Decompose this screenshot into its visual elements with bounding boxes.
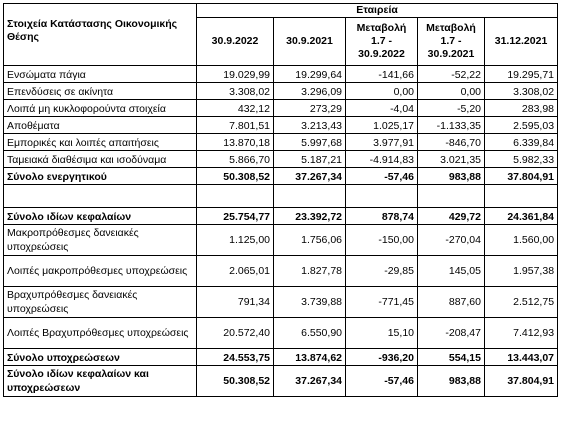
cell-value: 50.308,52: [197, 168, 274, 185]
cell-value: -5,20: [418, 100, 485, 117]
cell-value: 24.553,75: [197, 349, 274, 366]
cell-value: 3.308,02: [197, 83, 274, 100]
cell-value: 13.870,18: [197, 134, 274, 151]
cell-value: -208,47: [418, 318, 485, 349]
cell-value: 3.308,02: [485, 83, 558, 100]
total-row: [4, 168, 558, 185]
spacer-row: [4, 185, 558, 208]
row-label: Αποθέματα: [4, 117, 197, 134]
total-row: [4, 208, 558, 225]
table-row: [4, 256, 558, 287]
cell-value: 2.512,75: [485, 287, 558, 318]
cell-value: 283,98: [485, 100, 558, 117]
row-label: Επενδύσεις σε ακίνητα: [4, 83, 197, 100]
cell-value: -29,85: [346, 256, 418, 287]
cell-value: -1.133,35: [418, 117, 485, 134]
cell-value: 37.267,34: [274, 366, 346, 397]
table-row: [4, 134, 558, 151]
cell-value: -4,04: [346, 100, 418, 117]
cell-value: 37.804,91: [485, 366, 558, 397]
cell-value: 145,05: [418, 256, 485, 287]
cell-value: 5.997,68: [274, 134, 346, 151]
cell-value: -936,20: [346, 349, 418, 366]
row-label: Εμπορικές και λοιπές απαιτήσεις: [4, 134, 197, 151]
cell-value: 1.125,00: [197, 225, 274, 256]
row-label: Λοιπές Βραχυπρόθεσμες υποχρεώσεις: [4, 318, 197, 349]
total-row: [4, 349, 558, 366]
row-label: Σύνολο ενεργητικού: [4, 168, 197, 185]
cell-value: 37.267,34: [274, 168, 346, 185]
cell-value: -270,04: [418, 225, 485, 256]
cell-value: 5.982,33: [485, 151, 558, 168]
cell-value: 983,88: [418, 366, 485, 397]
cell-value: 2.065,01: [197, 256, 274, 287]
cell-value: 3.739,88: [274, 287, 346, 318]
cell-value: 13.874,62: [274, 349, 346, 366]
cell-value: 1.560,00: [485, 225, 558, 256]
column-header: 30.9.2021: [274, 18, 346, 66]
cell-value: 37.804,91: [485, 168, 558, 185]
cell-value: 13.443,07: [485, 349, 558, 366]
financial-position-table: [3, 3, 558, 397]
row-label: Σύνολο ιδίων κεφαλαίων και υποχρεώσεων: [4, 366, 197, 397]
cell-value: 3.213,43: [274, 117, 346, 134]
table-row: [4, 151, 558, 168]
cell-value: -52,22: [418, 66, 485, 83]
table-row: [4, 287, 558, 318]
table-row: [4, 66, 558, 83]
cell-value: 7.412,93: [485, 318, 558, 349]
table-title: Στοιχεία Κατάστασης Οικονομικής Θέσης: [4, 4, 197, 66]
cell-value: 983,88: [418, 168, 485, 185]
cell-value: 273,29: [274, 100, 346, 117]
cell-value: -141,66: [346, 66, 418, 83]
column-header: Μεταβολή 1.7 - 30.9.2021: [418, 18, 485, 66]
table-body: [4, 66, 558, 397]
row-label: Λοιπές μακροπρόθεσμες υποχρεώσεις: [4, 256, 197, 287]
cell-value: 19.299,64: [274, 66, 346, 83]
cell-value: 7.801,51: [197, 117, 274, 134]
cell-value: 1.756,06: [274, 225, 346, 256]
cell-value: 0,00: [418, 83, 485, 100]
cell-value: 791,34: [197, 287, 274, 318]
row-label: Βραχυπρόθεσμες δανειακές υποχρεώσεις: [4, 287, 197, 318]
cell-value: 20.572,40: [197, 318, 274, 349]
cell-value: 1.957,38: [485, 256, 558, 287]
column-header: 31.12.2021: [485, 18, 558, 66]
table-row: [4, 318, 558, 349]
cell-value: -150,00: [346, 225, 418, 256]
cell-value: -4.914,83: [346, 151, 418, 168]
row-label: Μακροπρόθεσμες δανειακές υποχρεώσεις: [4, 225, 197, 256]
cell-value: 5.187,21: [274, 151, 346, 168]
cell-value: 1.827,78: [274, 256, 346, 287]
cell-value: 432,12: [197, 100, 274, 117]
cell-value: 3.977,91: [346, 134, 418, 151]
cell-value: 3.296,09: [274, 83, 346, 100]
cell-value: 887,60: [418, 287, 485, 318]
cell-value: 1.025,17: [346, 117, 418, 134]
cell-value: 23.392,72: [274, 208, 346, 225]
cell-value: 6.550,90: [274, 318, 346, 349]
cell-value: -57,46: [346, 366, 418, 397]
row-label: Ταμειακά διαθέσιμα και ισοδύναμα: [4, 151, 197, 168]
table-row: [4, 100, 558, 117]
cell-value: 15,10: [346, 318, 418, 349]
cell-value: -57,46: [346, 168, 418, 185]
company-header: Εταιρεία: [197, 4, 558, 18]
row-label: Λοιπά μη κυκλοφορούντα στοιχεία: [4, 100, 197, 117]
cell-value: 5.866,70: [197, 151, 274, 168]
cell-value: 24.361,84: [485, 208, 558, 225]
row-label: Ενσώματα πάγια: [4, 66, 197, 83]
cell-value: 554,15: [418, 349, 485, 366]
column-header: 30.9.2022: [197, 18, 274, 66]
table-row: [4, 117, 558, 134]
cell-value: 3.021,35: [418, 151, 485, 168]
cell-value: 0,00: [346, 83, 418, 100]
cell-value: -771,45: [346, 287, 418, 318]
row-label: Σύνολο υποχρεώσεων: [4, 349, 197, 366]
cell-value: 6.339,84: [485, 134, 558, 151]
cell-value: 19.029,99: [197, 66, 274, 83]
table-row: [4, 83, 558, 100]
company-header-row: [4, 4, 558, 18]
cell-value: 19.295,71: [485, 66, 558, 83]
column-header: Μεταβολή 1.7 - 30.9.2022: [346, 18, 418, 66]
cell-value: 429,72: [418, 208, 485, 225]
cell-value: 25.754,77: [197, 208, 274, 225]
table-row: [4, 225, 558, 256]
cell-value: 2.595,03: [485, 117, 558, 134]
cell-value: 50.308,52: [197, 366, 274, 397]
cell-value: 878,74: [346, 208, 418, 225]
grand-total-row: [4, 366, 558, 397]
cell-value: -846,70: [418, 134, 485, 151]
row-label: Σύνολο ιδίων κεφαλαίων: [4, 208, 197, 225]
